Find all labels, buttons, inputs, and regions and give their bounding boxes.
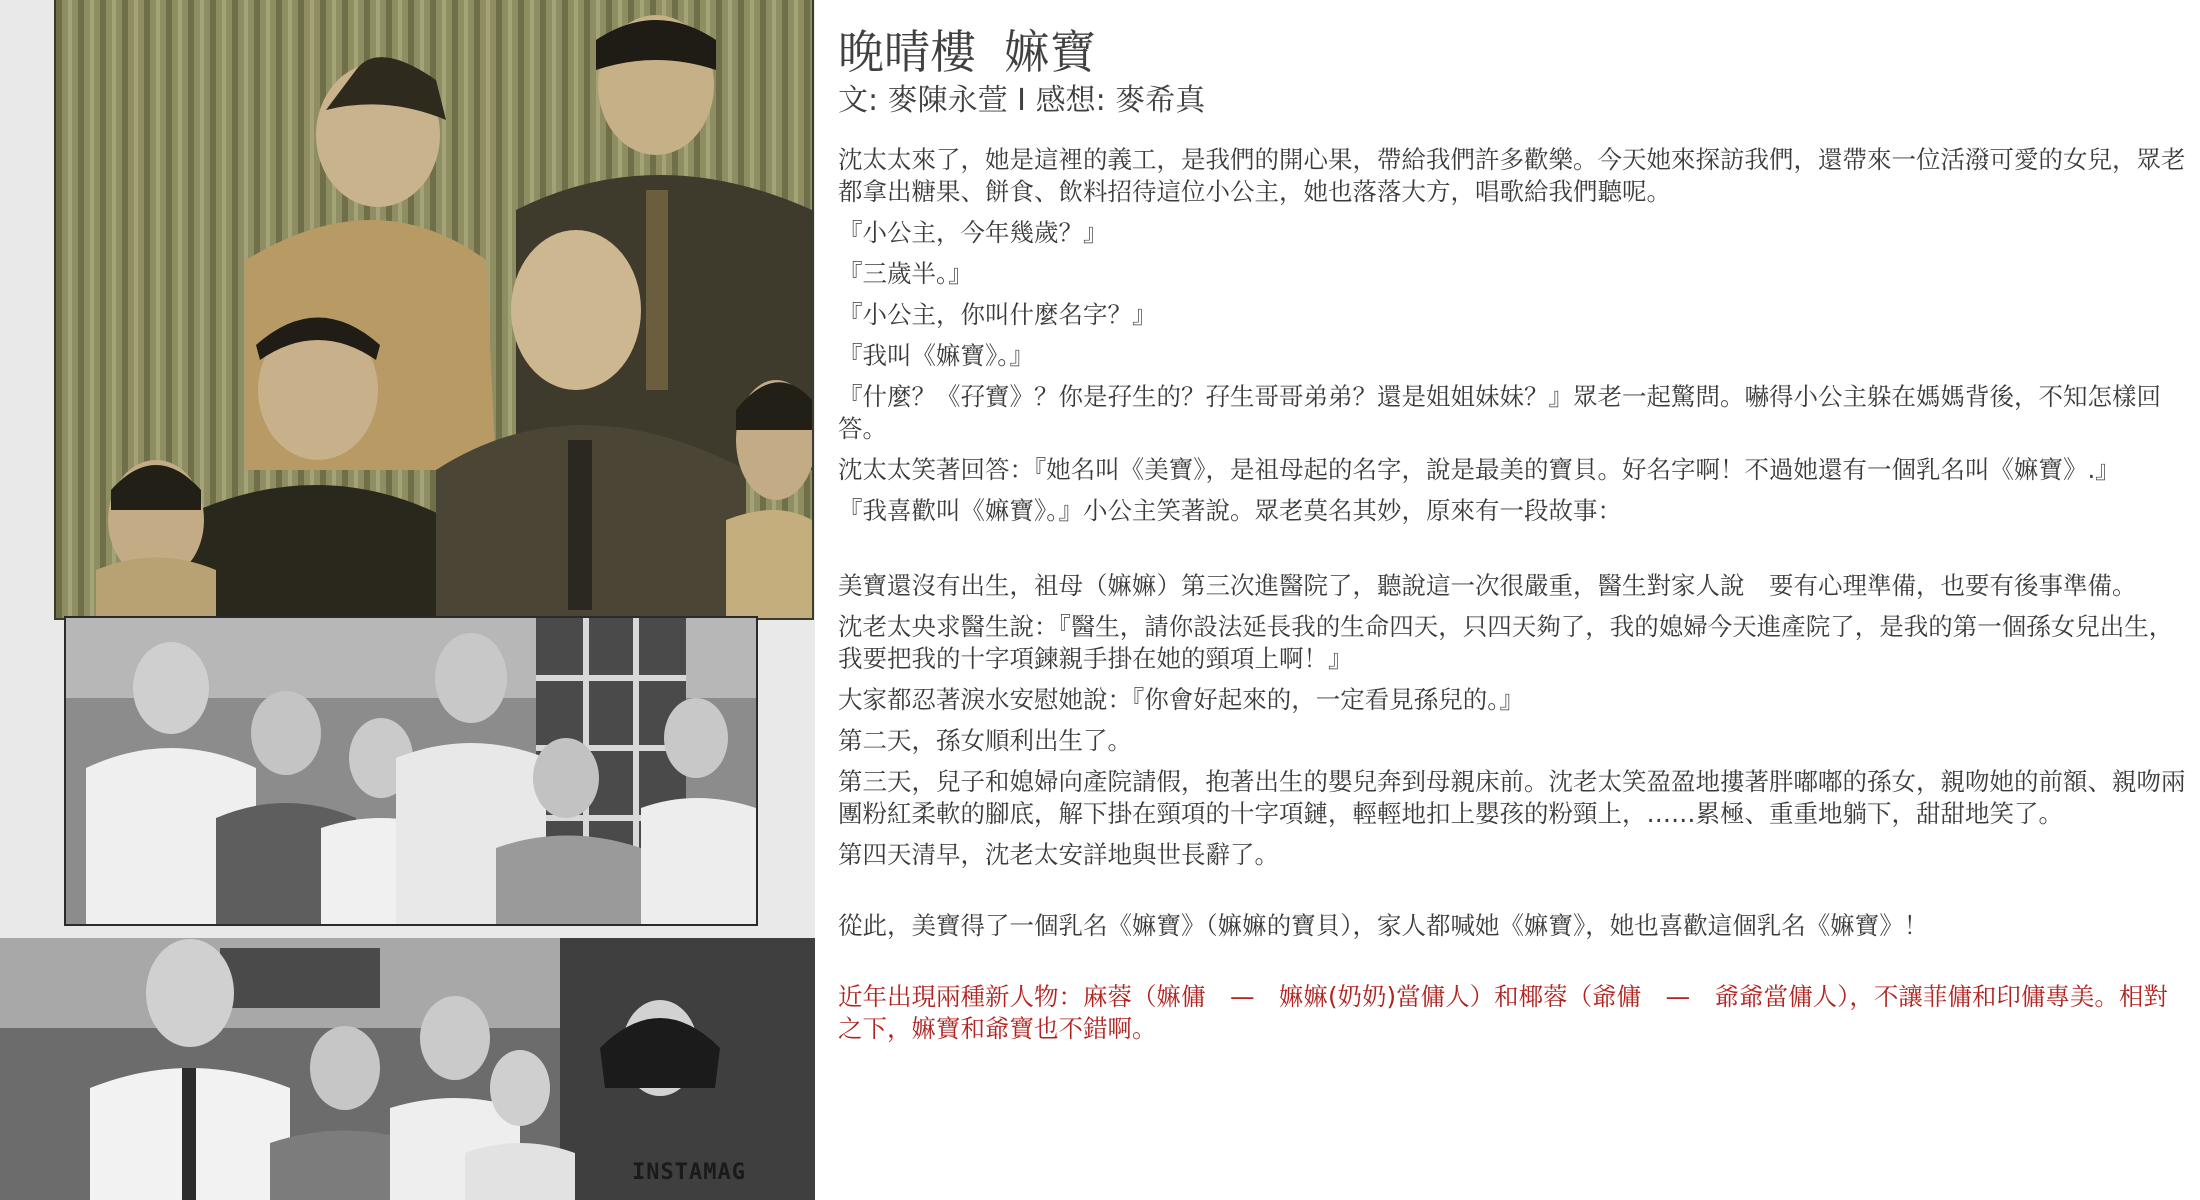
article-title [838,22,2188,82]
family-group-photo [66,618,756,924]
paragraph: 美寶還沒有出生，祖母（嫲嫲）第三次進醫院了，聽說這一次很嚴重，醫生對家人說 要有心理準備，也要有後事準備。 [838,571,2137,600]
title-part-1: 晚晴樓 [838,25,976,79]
dialogue-line: 『小公主，你叫什麼名字？』 [838,300,1157,329]
section-spacer [838,536,2188,570]
photo-collage [0,0,815,1200]
dialogue-line: 『三歲半。』 [838,259,973,288]
dialogue-line: 『小公主，今年幾歲？』 [838,218,1108,247]
paragraph: 第四天清早，沈老太安詳地與世長辭了。 [838,840,1279,869]
dialogue-line: 『我叫《嫲寶》。』 [838,341,1034,370]
conclusion-paragraph: 從此，美寶得了一個乳名《嫲寶》（嫲嫲的寶貝），家人都喊她《嫲寶》，她也喜歡這個乳名《嫲寶》！ [838,911,1929,940]
paragraph: 第二天，孫女順利出生了。 [838,726,1132,755]
paragraph: 第三天，兒子和媳婦向產院請假，抱著出生的嬰兒奔到母親床前。沈老太笑盈盈地摟著胖嘟嘟的孫女，親吻她的前額、親吻兩團粉紅柔軟的腳底，解下掛在頸項的十字項鏈，輕輕地扣上嬰孩的粉頸上，……累極、重重地躺下，甜甜地笑了。 [838,767,2186,828]
paragraph: 沈太太笑著回答：『她名叫《美寶》，是祖母起的名字，說是最美的寶貝。好名字啊！不過她還有一個乳名叫《嫲寶》.』 [838,455,2120,484]
paragraph: 沈老太央求醫生說：『醫生，請你設法延長我的生命四天，只四天夠了，我的媳婦今天進產院了，是我的第一個孫女兒出生，我要把我的十字項鍊親手掛在她的頸項上啊！』 [838,612,2174,673]
article [838,22,2188,1054]
watermark-label: INSTAMAG [632,1160,746,1185]
byline: 文: 麥陳永萱 I 感想: 麥希真 [838,83,1206,118]
paragraph: 『我喜歡叫《嫲寶》。』小公主笑著說。眾老莫名其妙，原來有一段故事： [838,496,1622,525]
paragraph: 大家都忍著淚水安慰她說：『你會好起來的，一定看見孫兒的。』 [838,685,1524,714]
paragraph: 沈太太來了，她是這裡的義工，是我們的開心果，帶給我們許多歡樂。今天她來探訪我們，還帶來一位活潑可愛的女兒，眾老都拿出糖果、餅食、飲料招待這位小公主，她也落落大方，唱歌給我們聽呢。 [838,145,2186,206]
title-part-2: 嫲寶 [1004,25,1096,79]
section-spacer [838,951,2188,981]
paragraph: 『什麼？《孖寶》？你是孖生的？孖生哥哥弟弟？還是姐姐妹妹？』眾老一起驚問。嚇得小公主躲在媽媽背後，不知怎樣回答。 [838,382,2161,443]
section-spacer [838,880,2188,910]
note-paragraph: 近年出現兩種新人物：麻蓉（嫲傭 — 嫲嫲(奶奶)當傭人）和椰蓉（爺傭 — 爺爺當傭人），不讓菲傭和印傭專美。相對之下，嫲寶和爺寶也不錯啊。 [838,982,2168,1043]
family-portrait-photo [56,0,812,618]
